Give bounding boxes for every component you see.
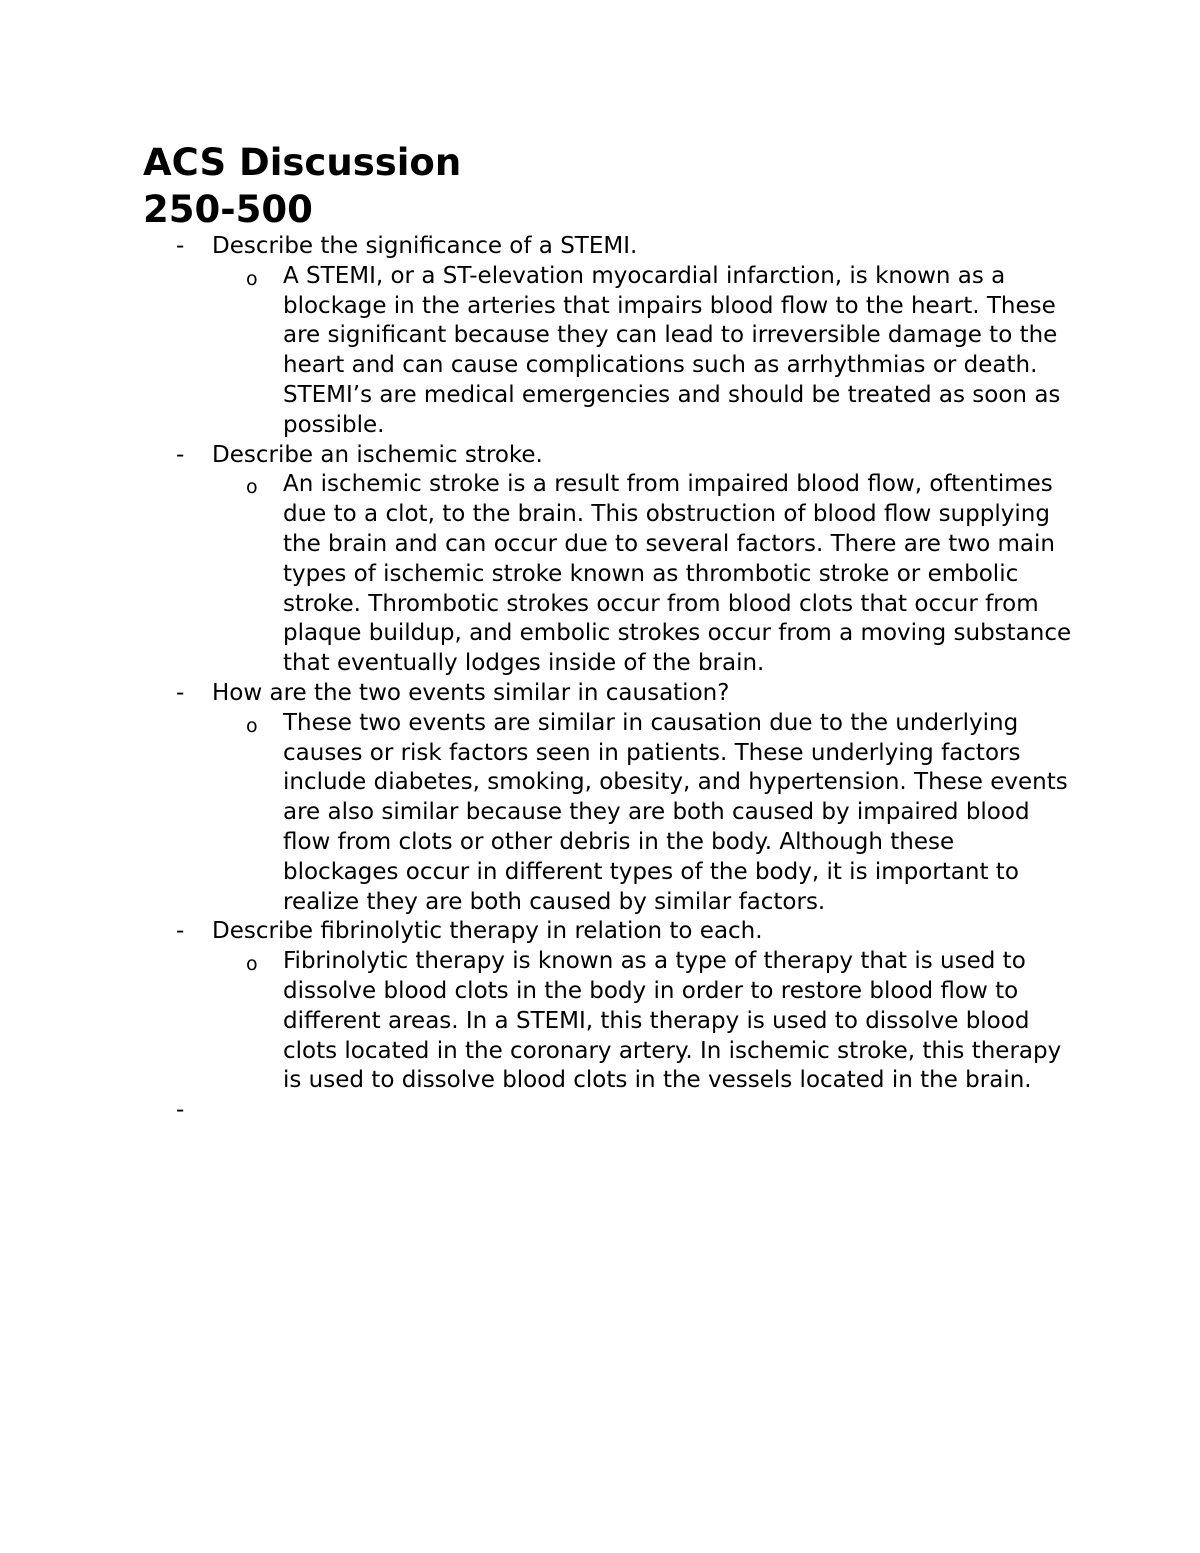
dash-bullet-icon: - <box>176 233 185 259</box>
answer-text: These two events are similar in causation due to the underlying causes or risk factors seen in patients. These underlying factors include diabetes, smoking, obesity, and hypertension. These events are also similar because they are both caused by impaired blood flow from clots or other debris in the body. Although these blockages occur in different types of the body, it is important to realize they are both caused by similar factors. <box>283 709 1068 915</box>
dash-bullet-icon: - <box>176 1097 185 1124</box>
circle-bullet-icon: o <box>246 476 258 499</box>
question-item <box>0 917 1200 1096</box>
circle-bullet-icon: o <box>246 953 258 976</box>
question-text: Describe an ischemic stroke. <box>212 441 543 468</box>
question-text: Describe fibrinolytic therapy in relation to each. <box>212 918 763 945</box>
empty-question-item <box>0 1096 1200 1126</box>
circle-bullet-icon: o <box>246 267 258 290</box>
circle-bullet-icon: o <box>246 714 258 737</box>
answer-text: A STEMI, or a ST-elevation myocardial infarction, is known as a blockage in the arteries that impairs blood flow to the heart. These are significant because they can lead to irreversible damage to the heart and can cause complications such as arrhythmias or death. STEMI’s are medical emergencies and should be treated as soon as possible. <box>283 262 1061 438</box>
answer-item <box>0 262 1200 441</box>
answer-text: Fibrinolytic therapy is known as a type of therapy that is used to dissolve blood clots in the body in order to restore blood flow to different areas. In a STEMI, this therapy is used to dissolve blood clots located in the coronary artery. In ischemic stroke, this therapy is used to dissolve blood clots in the vessels located in the brain. <box>283 948 1062 1094</box>
title-line-2: 250-500 <box>143 188 313 231</box>
answer-text: An ischemic stroke is a result from impaired blood flow, oftentimes due to a clot, to the brain. This obstruction of blood flow supplying the brain and can occur due to several factors. There are two main types of ischemic stroke known as thrombotic stroke or embolic stroke. Thrombotic strokes occur from blood clots that occur from plaque buildup, and embolic strokes occur from a moving substance that eventually lodges inside of the brain. <box>283 471 1072 677</box>
title-line-1: ACS Discussion <box>143 141 462 184</box>
dash-bullet-icon: - <box>176 441 185 468</box>
question-item <box>0 232 1200 441</box>
dash-bullet-icon: - <box>176 679 185 706</box>
question-text: How are the two events similar in causation? <box>212 679 730 706</box>
question-text: Describe the significance of a STEMI. <box>212 233 638 259</box>
answer-item <box>0 947 1200 1096</box>
question-item <box>0 441 1200 679</box>
answer-item <box>0 709 1200 918</box>
answer-item <box>0 470 1200 679</box>
dash-bullet-icon: - <box>176 918 185 945</box>
document-title <box>143 139 461 233</box>
question-item <box>0 679 1200 917</box>
question-list <box>0 232 1200 1126</box>
